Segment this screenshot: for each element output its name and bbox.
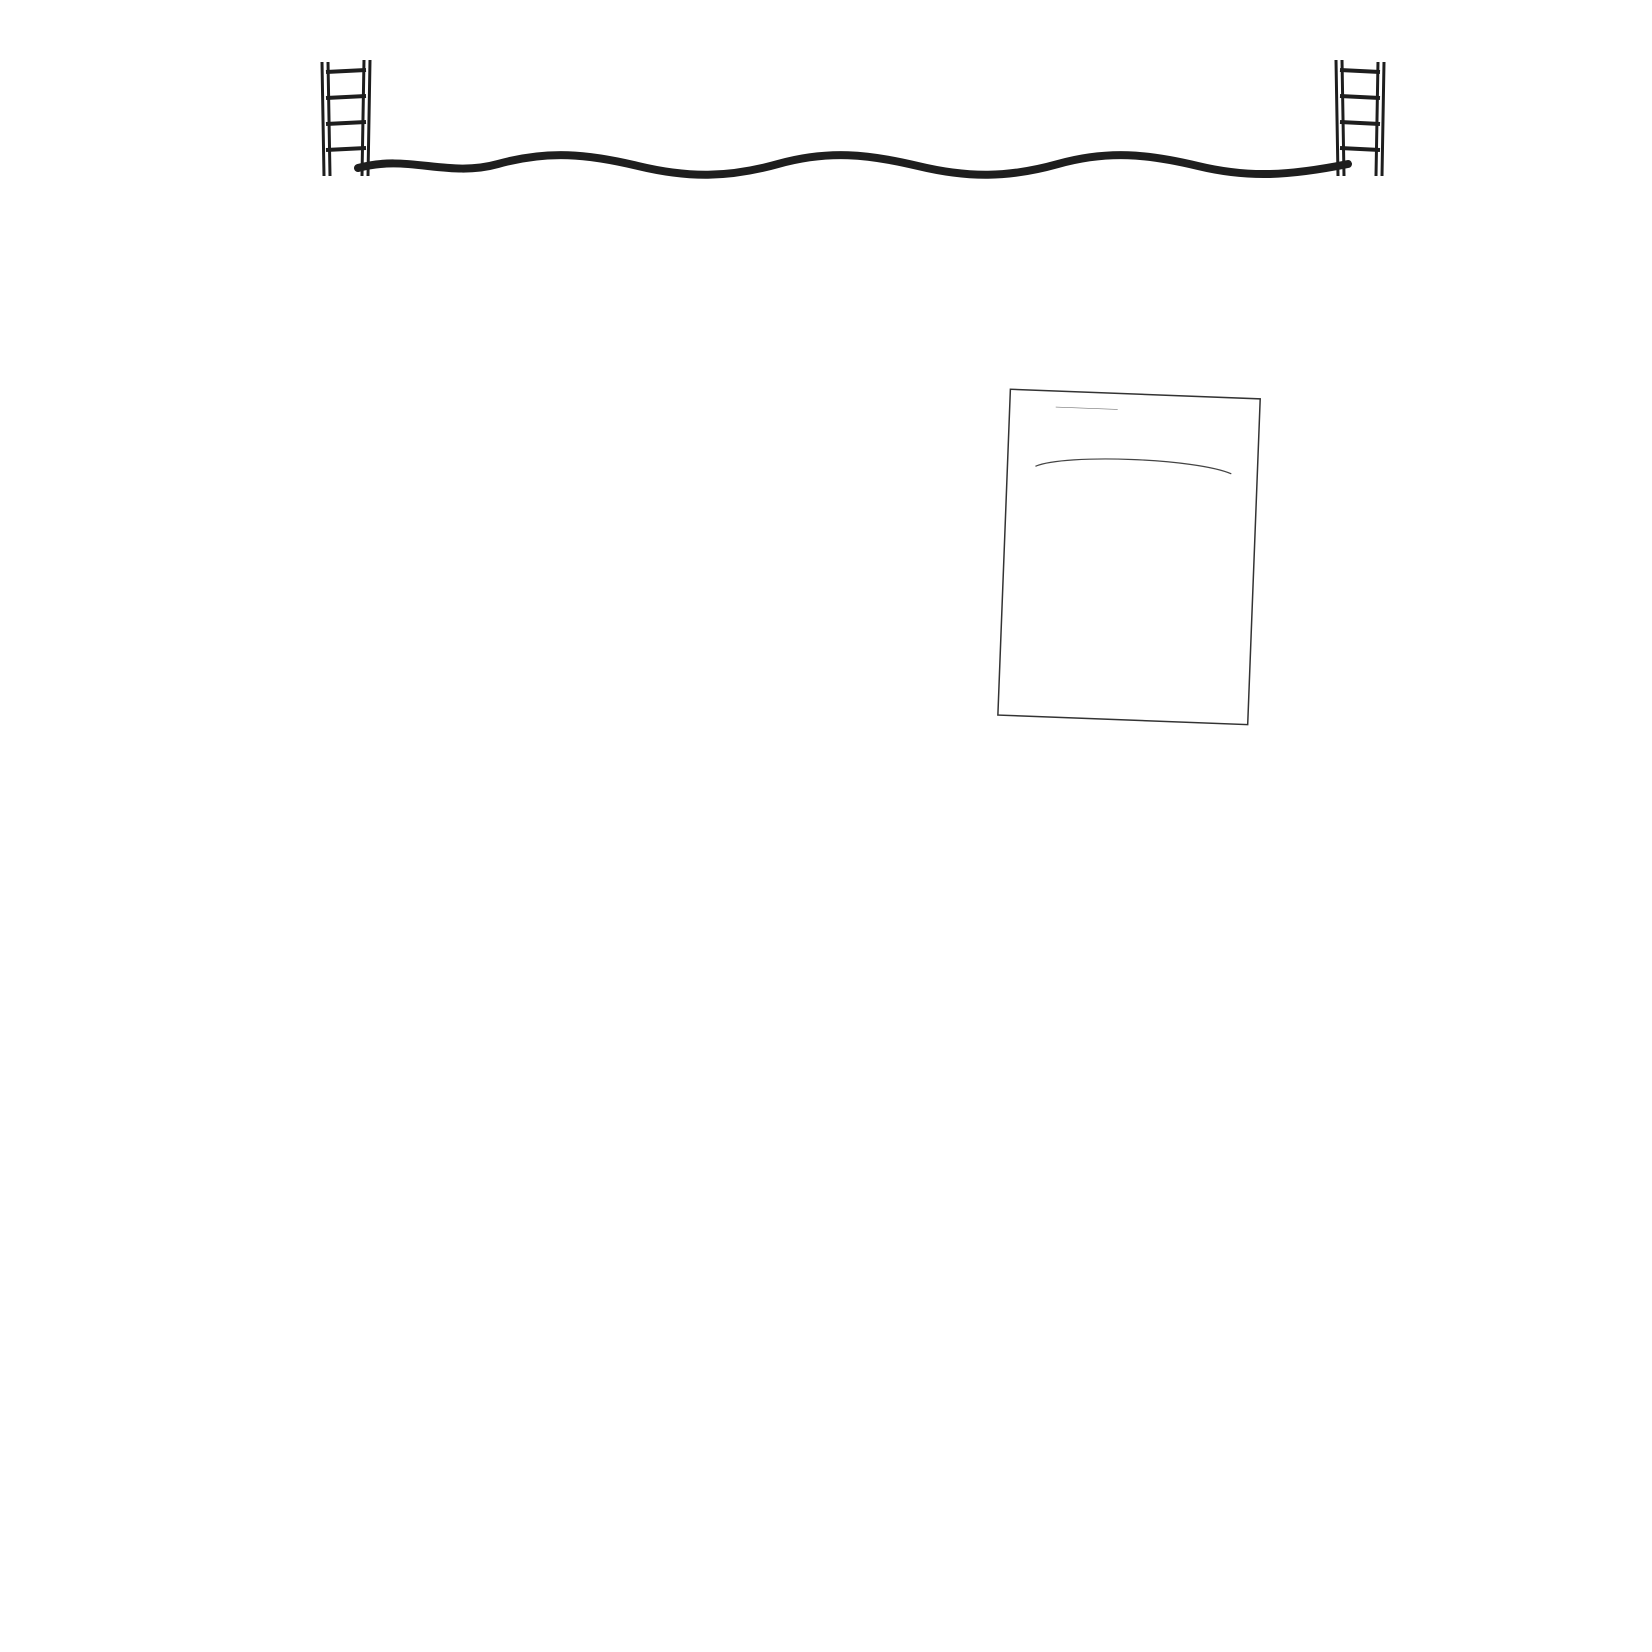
sample-worksheet-image — [992, 386, 1268, 730]
right-ladder — [1336, 60, 1384, 176]
header-ladders-illustration — [318, 58, 1390, 182]
left-column — [323, 326, 823, 345]
right-column — [887, 326, 1407, 756]
worksheet-drawing — [992, 386, 1268, 730]
left-ladder — [322, 60, 370, 176]
wavy-rope — [358, 155, 1348, 175]
